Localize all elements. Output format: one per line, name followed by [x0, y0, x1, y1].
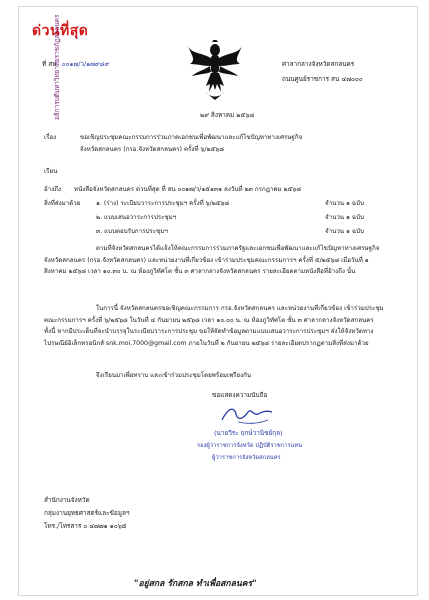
footer-group: กลุ่มงานยุทธศาสตร์และข้อมูลฯ [44, 509, 130, 517]
attachment-item: ๑. (ร่าง) ระเบียบวาระการประชุมฯ ครั้งที่ ๖/๒๕๖๘ [96, 200, 230, 207]
subject-label: เรื่อง [44, 134, 57, 141]
subject-line-1: ขอเชิญประชุมคณะกรรมการร่วมภาคเอกชนเพื่อพัฒนาและแก้ไขปัญหาทางเศรษฐกิจ [80, 134, 303, 141]
signer-position-2: ผู้ว่าราชการจังหวัดสกลนคร [212, 455, 281, 461]
attachment-item: ๓. แบบตอบรับการประชุมฯ [96, 228, 168, 235]
attachments-label: สิ่งที่ส่งมาด้วย [44, 200, 81, 207]
signature-icon [218, 402, 276, 428]
office-address: ถนนศูนย์ราชการ สน ๔๗๐๐๐ [282, 75, 363, 83]
attachment-qty: จำนวน ๑ ฉบับ [325, 214, 364, 221]
signer-name: (นายวีระ ฤกษ์วานิชย์กุล) [214, 429, 283, 437]
body-paragraph-2: ในการนี้ จังหวัดสกลนครขอเชิญคณะกรรมการ กรอ.จังหวัดสกลนคร และหน่วยงานที่เกี่ยวข้อง เข้าร่วมประชุมคณะกรรมการฯ ครั้งที่ ๖/๒๕๖๘ ในวันที่ ๔ กันยายน ๒๕๖๘ เวลา ๑๐.๐๐ น. ณ ห้องภูวิทัศโต ชั้น ๓ ศาลากลางจังหวัดสกลนคร ทั้งนี้ หากมีประเด็นที่จะนำบรรจุในระเบียบวาระการประชุม ขอให้จัดทำข้อมูลตามแบบเสนอวาระการประชุมฯ ส่งให้จังหวัดทางไปรษณีย์อิเล็กทรอนิกส์ snk.moi.7000@gmail.com ภายในวันที่ ๒ กันยายน ๒๕๖๘ รายละเอียดปรากฏตามสิ่งที่ส่งมาด้วย [44, 305, 384, 347]
attachment-qty: จำนวน ๑ ฉบับ [325, 200, 364, 207]
office-name: ศาลากลางจังหวัดสกลนคร [282, 60, 355, 68]
ref-number: ๐๐๑๗/ว/๑๗๙๘๙ [61, 60, 110, 68]
footer-phone: โทร./โทรสาร ๐ ๔๗๗๑ ๑๐๖๕ [44, 522, 127, 530]
receiving-stamp-vertical: อธิการบดีมหาวิทยาลัยราชภัฏสกลนคร [53, 14, 61, 120]
body-paragraph-3: จึงเรียนมาเพื่อทราบ และเข้าร่วมประชุมโดยพร้อมเพรียงกัน [96, 372, 252, 379]
body-paragraph-1: ตามที่จังหวัดสกลนครได้แจ้งให้คณะกรรมการร่วมภาครัฐและเอกชนเพื่อพัฒนาและแก้ไขปัญหาทางเศรษฐกิจจังหวัดสกลนคร (กรอ.จังหวัดสกลนคร) และหน่วยงานที่เกี่ยวข้อง เข้าร่วมประชุมคณะกรรมการฯ ครั้งที่ ๕/๒๕๖๘ เมื่อวันที่ ๑ สิงหาคม ๒๕๖๘ เวลา ๑๐.๓๐ น. ณ ห้องภูวิทัศโต ชั้น ๓ ศาลากลางจังหวัดสกลนคร รายละเอียดตามหนังสือที่อ้างถึง นั้น [44, 245, 380, 276]
ref-prefix: ที่ สน [42, 60, 57, 68]
garuda-emblem-icon [186, 40, 244, 102]
document-date: ๒๙ สิงหาคม ๒๕๖๘ [200, 111, 255, 119]
closing-regards: ขอแสดงความนับถือ [212, 391, 268, 399]
motto: "อยู่สกล รักสกล ทำเพื่อสกลนคร" [134, 579, 257, 589]
reference-text: หนังสือจังหวัดสกลนคร ด่วนที่สุด ที่ สน ๐๐๑๗/ว/๑๕๑๓๑ ลงวันที่ ๒๓ กรกฎาคม ๒๕๖๘ [74, 186, 301, 193]
footer-department: สำนักงานจังหวัด [44, 496, 90, 504]
attachment-qty: จำนวน ๑ ฉบับ [325, 228, 364, 235]
salutation-label: เรียน [44, 168, 58, 175]
urgency-heading: ด่วนที่สุด [32, 23, 89, 39]
subject-line-2: จังหวัดสกลนคร (กรอ.จังหวัดสกลนคร) ครั้งที่ ๖/๒๕๖๘ [80, 146, 224, 153]
attachment-item: ๒. แบบเสนอวาระการประชุมฯ [96, 214, 177, 221]
reference-label: อ้างถึง [44, 186, 61, 193]
signer-position-1: รองผู้ว่าราชการจังหวัด ปฏิบัติราชการแทน [197, 443, 303, 449]
